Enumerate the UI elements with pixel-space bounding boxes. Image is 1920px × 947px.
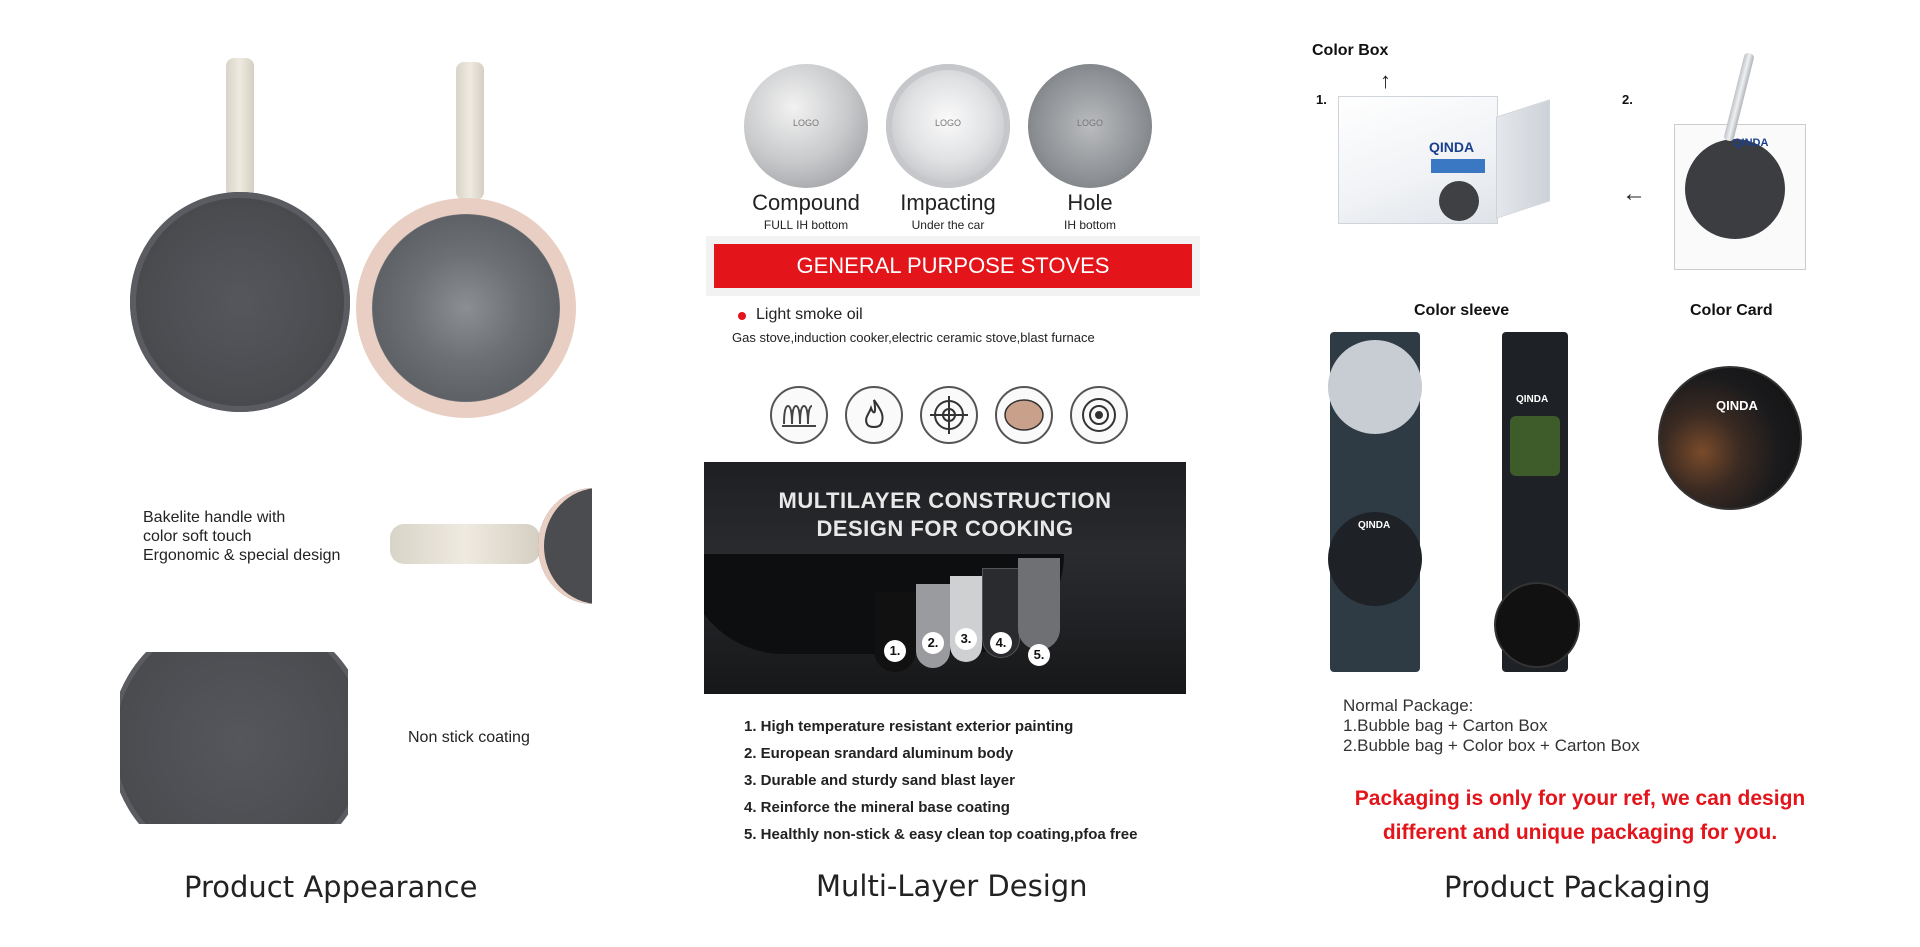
feature-item: 2. European srandard aluminum body (744, 745, 1014, 762)
bottom-sub: FULL IH bottom (763, 218, 849, 232)
pan-handle-image (456, 62, 484, 200)
logo-text: LOGO (792, 118, 819, 128)
stoves-banner-frame (706, 236, 1200, 296)
color-sleeve-image (1330, 332, 1420, 672)
brand-text: QINDA (1429, 139, 1475, 155)
impacting-bottom-image (886, 64, 1010, 188)
feature-item: 4. Reinforce the mineral base coating (744, 799, 1010, 816)
arrow-left-icon: ← (1622, 180, 1646, 207)
hole-bottom-image (1028, 64, 1152, 188)
stoves-line: Gas stove,induction cooker,electric ceramic stove,blast furnace (732, 330, 1095, 345)
packaging-column (1300, 0, 1900, 947)
oil-bullet-icon (738, 312, 746, 320)
option-number: 1. (1316, 92, 1327, 107)
appearance-column (0, 0, 600, 947)
feature-item: 5. Healthly non-stick & easy clean top coating,pfoa free (744, 826, 1138, 843)
layer-number: 5. (1028, 644, 1050, 666)
color-sleeve-label: Color sleeve (1414, 302, 1510, 319)
feature-item: 3. Durable and sturdy sand blast layer (744, 772, 1015, 789)
construction-image (704, 462, 1186, 694)
construction-title-1: MULTILAYER CONSTRUCTION (778, 488, 1112, 513)
brand-text: QINDA (1358, 520, 1391, 531)
coil-stove-icon (770, 386, 828, 444)
bottom-sub: IH bottom (1063, 218, 1117, 232)
color-box-image (1338, 96, 1498, 224)
coating-label: Non stick coating (408, 729, 530, 746)
logo-text: LOGO (934, 118, 961, 128)
normal-package-item: 1.Bubble bag + Carton Box (1343, 716, 1548, 735)
brand-text: QINDA (1733, 137, 1769, 149)
handle-line: Bakelite handle with (143, 509, 286, 526)
coating-closeup-image (120, 652, 348, 824)
packaging-note (1320, 782, 1840, 850)
column-title: Multi-Layer Design (816, 869, 1088, 903)
brand-text: QINDA (1516, 394, 1549, 405)
layer-number: 3. (955, 628, 977, 650)
pan-handle-image (226, 58, 254, 198)
multilayer-column (690, 0, 1230, 947)
compound-bottom-image (744, 64, 868, 188)
option-number: 2. (1622, 92, 1633, 107)
logo-text: LOGO (1076, 118, 1103, 128)
packaging-note-line: Packaging is only for your ref, we can design (1354, 787, 1806, 810)
bottom-name: Impacting (900, 190, 996, 215)
normal-package-label: Normal Package: (1343, 696, 1474, 715)
black-pan-image (130, 192, 350, 412)
construction-title-2: DESIGN FOR COOKING (816, 516, 1074, 541)
color-box-label: Color Box (1312, 42, 1389, 59)
stoves-banner: GENERAL PURPOSE STOVES (714, 244, 1192, 288)
handle-line: color soft touch (143, 528, 252, 545)
color-sleeve-image (1502, 332, 1568, 672)
gas-flame-icon (845, 386, 903, 444)
handle-line: Ergonomic & special design (143, 547, 341, 564)
layer-number: 1. (884, 640, 906, 662)
ceramic-plate-icon (995, 386, 1053, 444)
column-title: Product Packaging (1444, 870, 1711, 904)
layer-number: 4. (990, 632, 1012, 654)
normal-package-item: 2.Bubble bag + Color box + Carton Box (1343, 736, 1640, 755)
handle-closeup-image (388, 488, 592, 604)
bottom-name: Compound (752, 190, 860, 215)
bottom-name: Hole (1067, 190, 1113, 215)
pink-pan-image (356, 198, 576, 418)
bottom-sub: Under the car (911, 218, 985, 232)
induction-icon (1070, 386, 1128, 444)
color-card-image (1658, 366, 1802, 510)
packaging-note-line: different and unique packaging for you. (1382, 821, 1778, 844)
burner-grate-icon (920, 386, 978, 444)
color-card-label: Color Card (1690, 302, 1773, 319)
handle-description (143, 508, 403, 565)
oil-label: Light smoke oil (756, 306, 863, 323)
layer-number: 2. (922, 632, 944, 654)
brand-text: QINDA (1716, 398, 1758, 413)
arrow-up-icon: ↑ (1380, 68, 1391, 93)
column-title: Product Appearance (184, 870, 478, 904)
feature-item: 1. High temperature resistant exterior painting (744, 718, 1074, 735)
boxed-pan-image (1674, 124, 1806, 270)
